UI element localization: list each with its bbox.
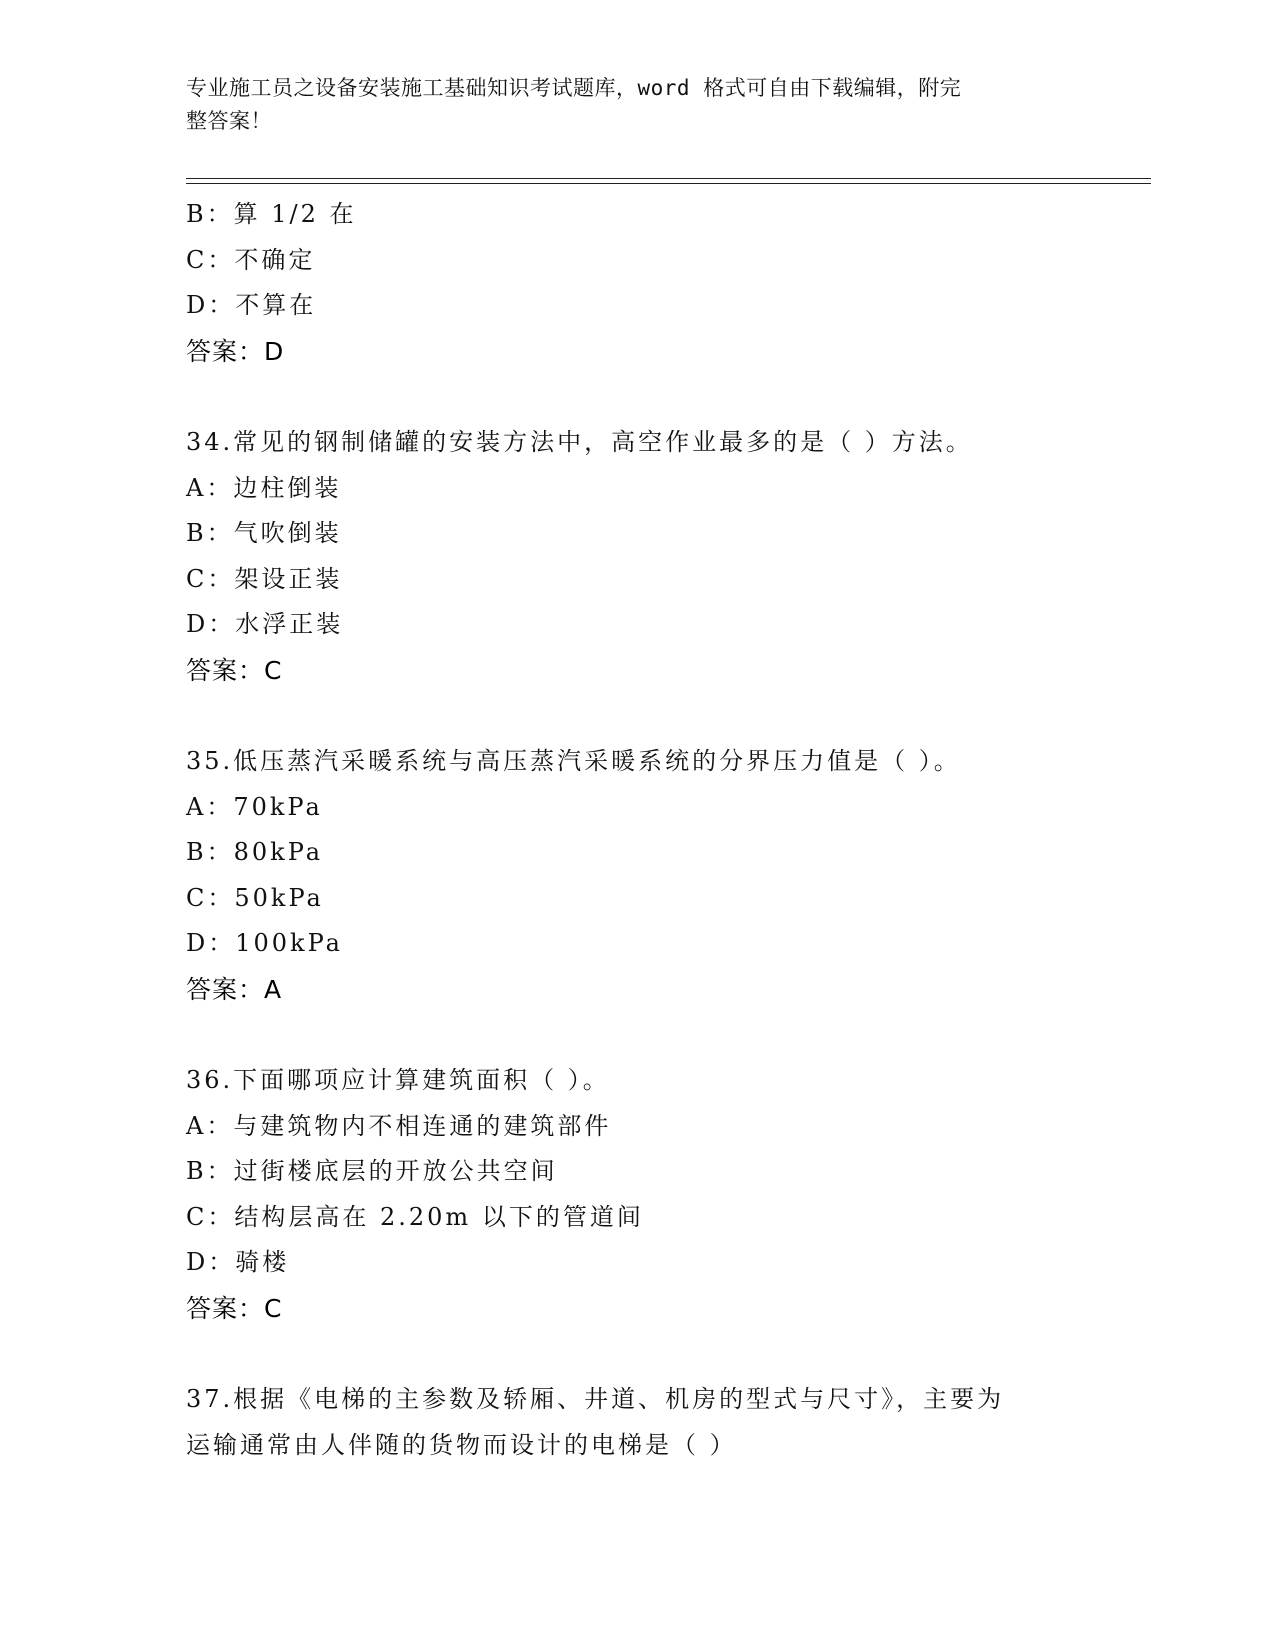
question-36	[186, 1058, 1151, 1331]
option-c: C：结构层高在 2.20m 以下的管道间	[186, 1202, 644, 1231]
spacer	[186, 693, 1151, 739]
question-stem: 36.下面哪项应计算建筑面积（ ）。	[186, 1066, 610, 1094]
question-list	[186, 192, 1151, 1468]
option-b: B：算 1/2 在	[186, 200, 357, 228]
header-line-1: 专业施工员之设备安装施工基础知识考试题库，word 格式可自由下载编辑，附完	[186, 76, 962, 100]
document-header	[186, 72, 1066, 138]
option-a: A：边柱倒装	[186, 473, 342, 502]
question-stem: 34.常见的钢制储罐的安装方法中，高空作业最多的是（ ）方法。	[186, 428, 973, 456]
question-34	[186, 420, 1151, 693]
answer-line: 答案：C	[186, 1293, 283, 1323]
question-stem: 35.低压蒸汽采暖系统与高压蒸汽采暖系统的分界压力值是（ ）。	[186, 747, 961, 775]
option-b: B：80kPa	[186, 838, 324, 866]
option-d: D：100kPa	[186, 929, 343, 957]
option-c: C：不确定	[186, 245, 316, 274]
question-stem-line-2: 运输通常由人伴随的货物而设计的电梯是（ ）	[186, 1430, 737, 1459]
header-divider-top	[186, 178, 1151, 179]
spacer	[186, 1012, 1151, 1058]
question-37	[186, 1377, 1151, 1468]
option-d: D：水浮正装	[186, 610, 344, 638]
option-b: B：过街楼底层的开放公共空间	[186, 1157, 558, 1185]
option-c: C：架设正装	[186, 564, 343, 593]
header-divider-bottom	[186, 183, 1151, 184]
option-d: D：骑楼	[186, 1248, 290, 1276]
option-c: C：50kPa	[186, 883, 324, 912]
spacer	[186, 1331, 1151, 1377]
option-b: B：气吹倒装	[186, 519, 342, 547]
option-a: A：70kPa	[186, 792, 323, 821]
spacer	[186, 374, 1151, 420]
option-a: A：与建筑物内不相连通的建筑部件	[186, 1111, 612, 1140]
question-35	[186, 739, 1151, 1012]
answer-line: 答案：D	[186, 336, 285, 366]
option-d: D：不算在	[186, 291, 317, 319]
question-stem-line-1: 37.根据《电梯的主参数及轿厢、井道、机房的型式与尺寸》，主要为	[186, 1385, 1005, 1413]
answer-line: 答案：C	[186, 655, 283, 685]
answer-line: 答案：A	[186, 974, 283, 1004]
header-line-2: 整答案！	[186, 109, 272, 133]
question-33-continuation	[186, 192, 1151, 374]
